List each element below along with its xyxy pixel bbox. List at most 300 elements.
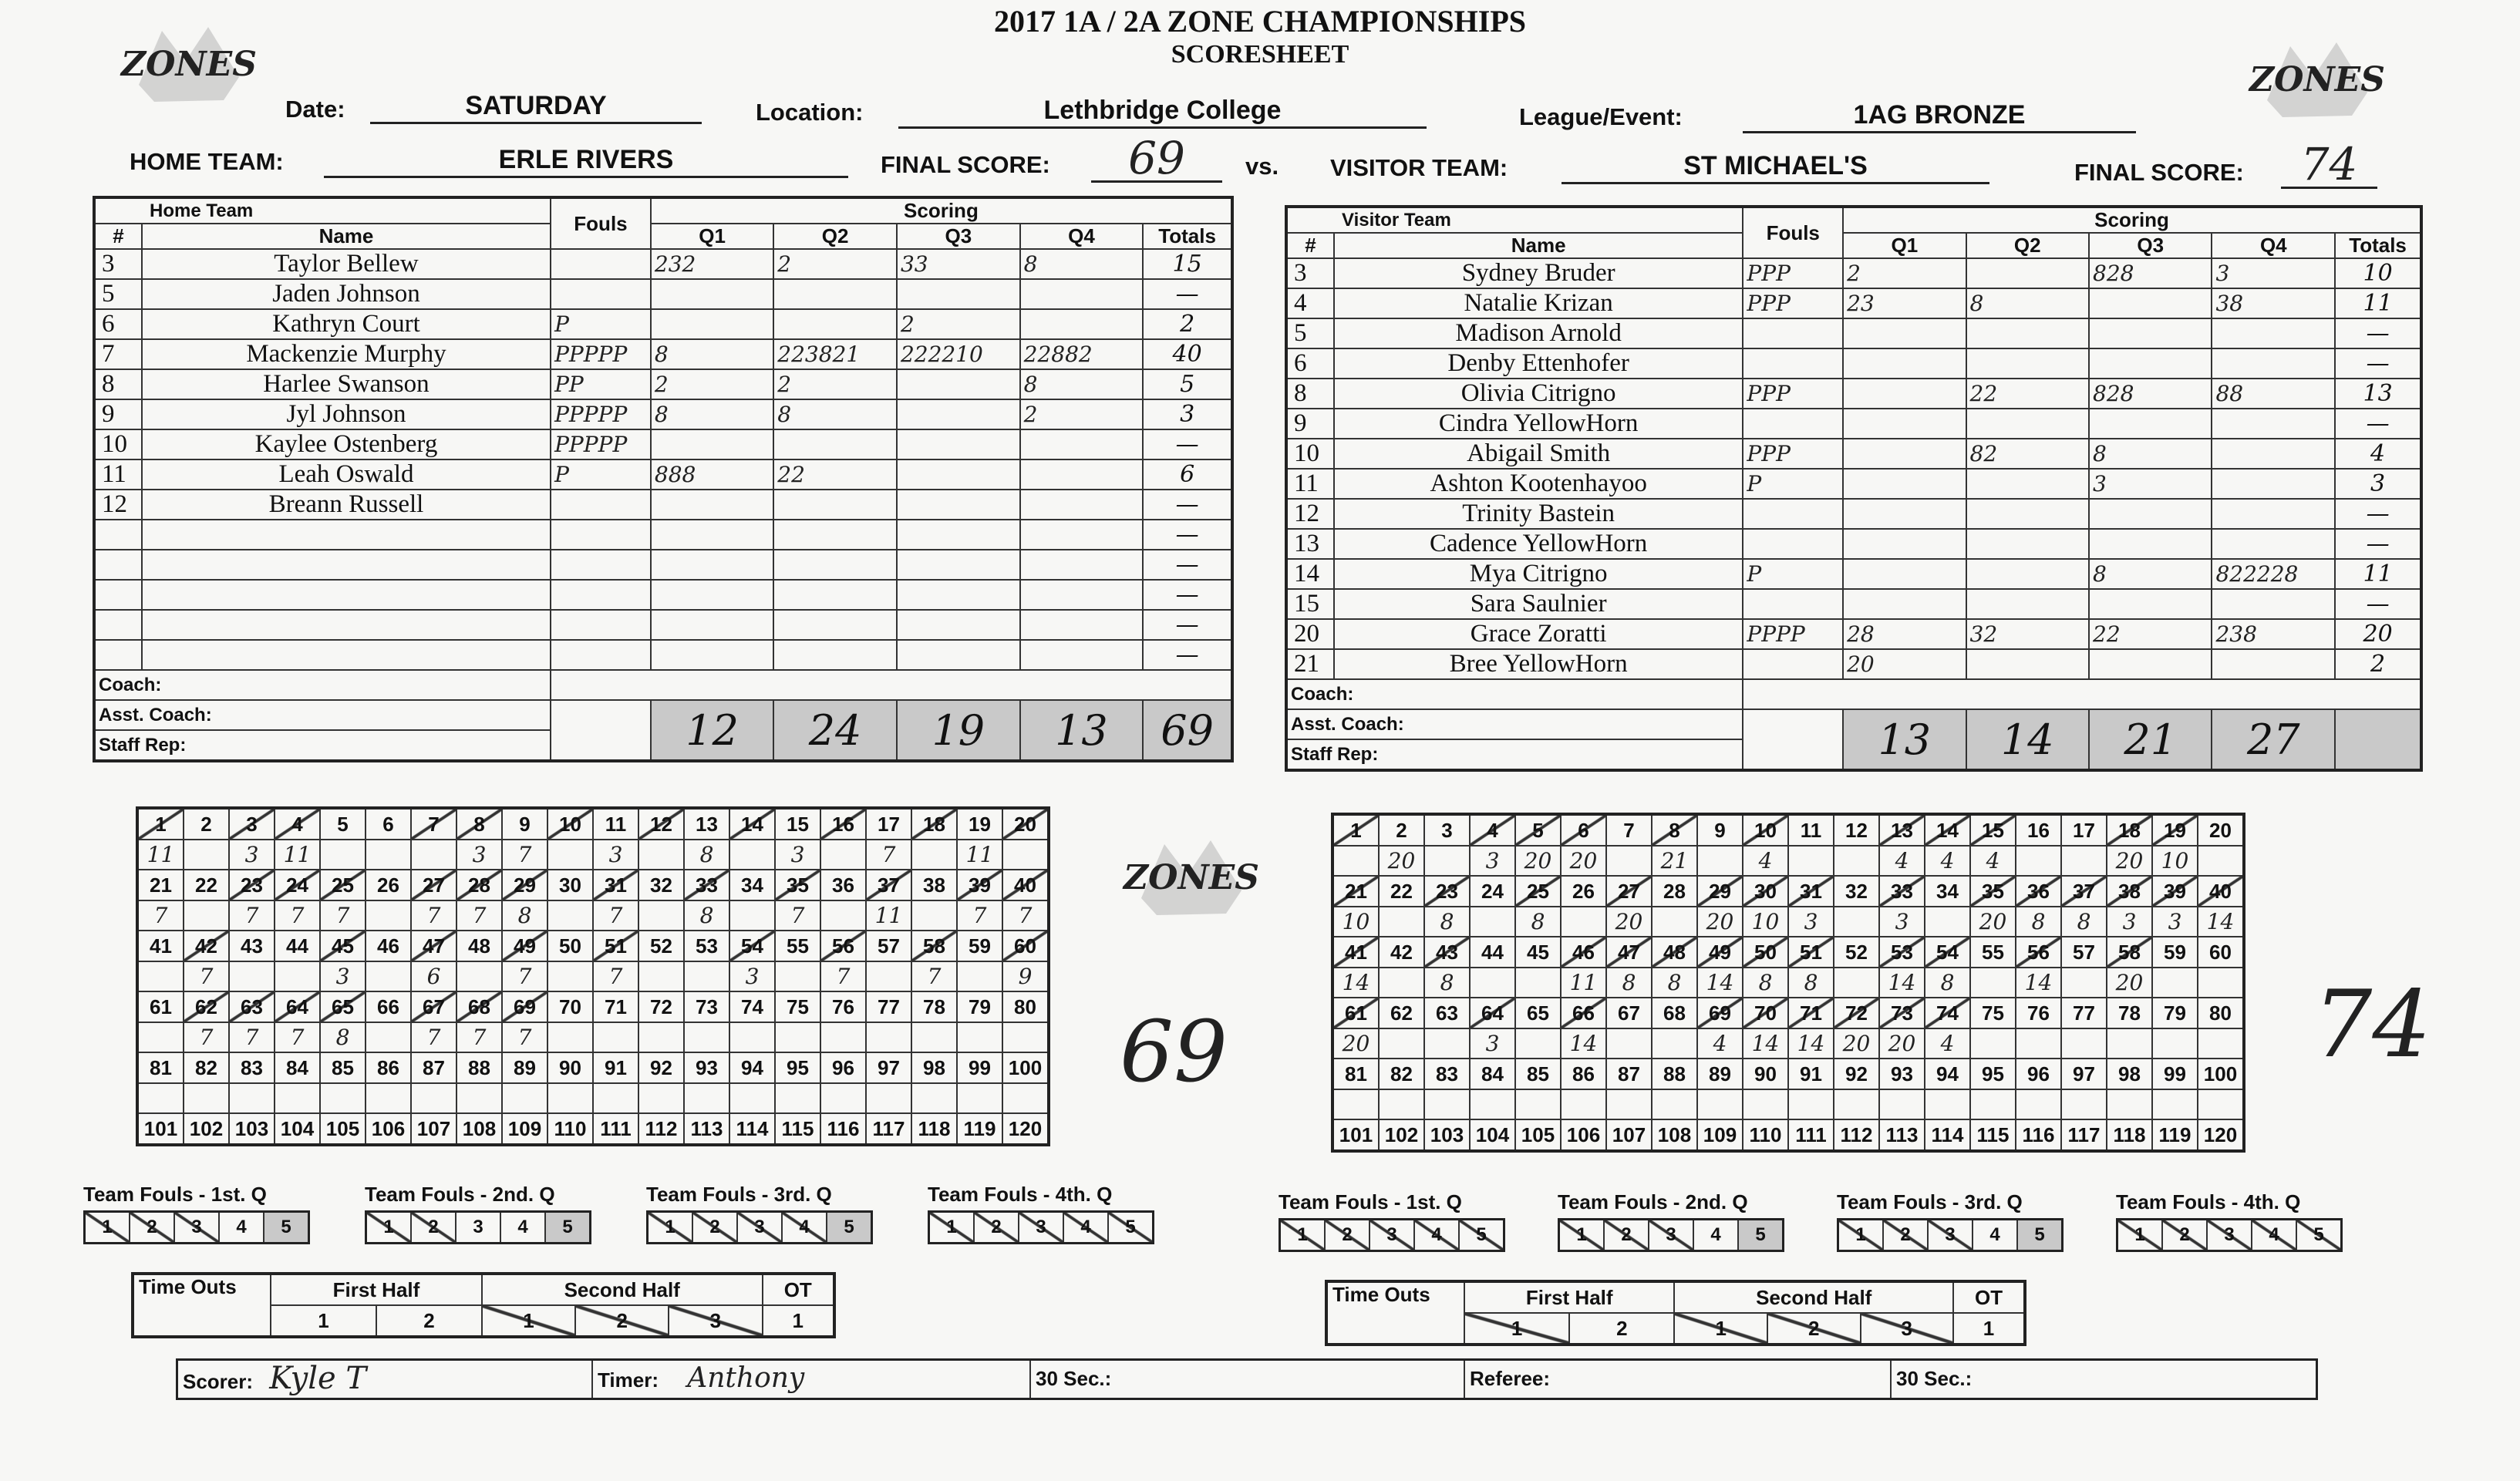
timeout-box-used[interactable]: 3 — [669, 1305, 762, 1337]
running-score-number[interactable]: 74 — [1925, 998, 1970, 1028]
player-q2[interactable] — [1966, 589, 2089, 619]
running-score-number[interactable]: 58 — [2107, 937, 2152, 968]
running-score-number[interactable]: 66 — [1561, 998, 1606, 1028]
running-score-number[interactable]: 14 — [729, 808, 775, 840]
player-q3[interactable] — [897, 459, 1020, 490]
running-score-jersey[interactable]: 8 — [1515, 907, 1561, 937]
player-q4[interactable]: 822228 — [2212, 559, 2335, 589]
running-score-number[interactable]: 54 — [1925, 937, 1970, 968]
player-total[interactable]: 2 — [2335, 649, 2421, 679]
player-q1[interactable]: 23 — [1843, 288, 1966, 318]
running-score-number[interactable]: 80 — [2198, 998, 2244, 1028]
team-foul-box[interactable]: 2 — [693, 1213, 738, 1242]
running-score-number[interactable]: 109 — [1697, 1119, 1743, 1151]
team-foul-box[interactable]: 3 — [1649, 1220, 1694, 1250]
player-q3[interactable] — [897, 550, 1020, 580]
running-score-jersey[interactable] — [502, 1083, 547, 1113]
running-score-number[interactable]: 56 — [820, 931, 866, 961]
running-score-jersey[interactable] — [1424, 1089, 1470, 1119]
running-score-number[interactable]: 113 — [1879, 1119, 1925, 1151]
running-score-jersey[interactable] — [638, 961, 684, 991]
team-foul-box[interactable]: 5 — [264, 1213, 308, 1242]
running-score-number[interactable]: 44 — [275, 931, 320, 961]
running-score-number[interactable]: 118 — [911, 1113, 957, 1145]
running-score-number[interactable]: 34 — [729, 870, 775, 900]
running-score-number[interactable]: 57 — [2061, 937, 2107, 968]
running-score-number[interactable]: 16 — [2016, 814, 2061, 846]
running-score-jersey[interactable] — [137, 961, 184, 991]
player-fouls[interactable]: P — [1743, 559, 1843, 589]
running-score-number[interactable]: 81 — [137, 1052, 184, 1083]
running-score-number[interactable]: 48 — [1652, 937, 1697, 968]
running-score-jersey[interactable] — [911, 1083, 957, 1113]
player-q1[interactable] — [651, 490, 773, 520]
player-total[interactable]: 2 — [1143, 309, 1232, 339]
running-score-jersey[interactable] — [638, 900, 684, 931]
running-score-jersey[interactable]: 8 — [1743, 968, 1788, 998]
player-q3[interactable]: 33 — [897, 249, 1020, 279]
running-score-jersey[interactable]: 20 — [1606, 907, 1652, 937]
running-score-jersey[interactable] — [366, 900, 411, 931]
running-score-number[interactable]: 77 — [2061, 998, 2107, 1028]
running-score-jersey[interactable] — [366, 961, 411, 991]
running-score-number[interactable]: 44 — [1470, 937, 1515, 968]
running-score-number[interactable]: 83 — [1424, 1059, 1470, 1089]
player-fouls[interactable] — [1743, 318, 1843, 348]
running-score-jersey[interactable]: 7 — [502, 961, 547, 991]
running-score-jersey[interactable] — [411, 1083, 456, 1113]
running-score-number[interactable]: 7 — [1606, 814, 1652, 846]
running-score-jersey[interactable]: 8 — [2016, 907, 2061, 937]
running-score-jersey[interactable] — [456, 1083, 502, 1113]
running-score-number[interactable]: 109 — [502, 1113, 547, 1145]
running-score-jersey[interactable] — [1879, 1089, 1925, 1119]
running-score-number[interactable]: 24 — [1470, 876, 1515, 907]
player-q2[interactable] — [1966, 348, 2089, 379]
running-score-number[interactable]: 60 — [1002, 931, 1049, 961]
running-score-number[interactable]: 27 — [411, 870, 456, 900]
player-q3[interactable]: 2 — [897, 309, 1020, 339]
running-score-number[interactable]: 52 — [1834, 937, 1879, 968]
team-foul-box[interactable]: 1 — [86, 1213, 130, 1242]
running-score-number[interactable]: 89 — [1697, 1059, 1743, 1089]
player-total[interactable]: 11 — [2335, 288, 2421, 318]
running-score-jersey[interactable] — [1379, 968, 1424, 998]
running-score-number[interactable]: 97 — [866, 1052, 911, 1083]
running-score-jersey[interactable]: 8 — [1424, 968, 1470, 998]
player-q4[interactable] — [2212, 589, 2335, 619]
player-q2[interactable]: 2 — [773, 369, 897, 399]
player-fouls[interactable]: P — [551, 459, 651, 490]
running-score-number[interactable]: 96 — [820, 1052, 866, 1083]
running-score-number[interactable]: 12 — [638, 808, 684, 840]
player-total[interactable]: — — [1143, 550, 1232, 580]
running-score-number[interactable]: 55 — [1970, 937, 2016, 968]
player-q4[interactable]: 238 — [2212, 619, 2335, 649]
player-fouls[interactable] — [551, 580, 651, 610]
running-score-jersey[interactable] — [1834, 968, 1879, 998]
player-q3[interactable] — [2089, 318, 2212, 348]
running-score-number[interactable]: 32 — [1834, 876, 1879, 907]
running-score-jersey[interactable] — [456, 961, 502, 991]
running-score-number[interactable]: 22 — [1379, 876, 1424, 907]
running-score-number[interactable]: 29 — [502, 870, 547, 900]
player-q3[interactable] — [2089, 409, 2212, 439]
player-q2[interactable] — [773, 520, 897, 550]
running-score-number[interactable]: 63 — [1424, 998, 1470, 1028]
player-q4[interactable] — [2212, 649, 2335, 679]
referee-cell[interactable] — [1465, 1361, 1892, 1398]
running-score-jersey[interactable] — [366, 1083, 411, 1113]
player-q2[interactable] — [1966, 559, 2089, 589]
running-score-number[interactable]: 108 — [1652, 1119, 1697, 1151]
running-score-jersey[interactable]: 11 — [1561, 968, 1606, 998]
player-total[interactable]: 40 — [1143, 339, 1232, 369]
timeout-box-used[interactable]: 1 — [1674, 1313, 1767, 1345]
running-score-jersey[interactable]: 7 — [456, 1022, 502, 1052]
running-score-jersey[interactable]: 9 — [1002, 961, 1049, 991]
running-score-jersey[interactable]: 14 — [1561, 1028, 1606, 1059]
player-total[interactable]: — — [1143, 580, 1232, 610]
team-foul-box[interactable]: 1 — [1281, 1220, 1326, 1250]
player-q1[interactable] — [651, 640, 773, 670]
running-score-jersey[interactable] — [1561, 1089, 1606, 1119]
running-score-number[interactable]: 107 — [411, 1113, 456, 1145]
player-fouls[interactable]: PPP — [1743, 258, 1843, 288]
running-score-number[interactable]: 116 — [2016, 1119, 2061, 1151]
running-score-number[interactable]: 82 — [1379, 1059, 1424, 1089]
running-score-number[interactable]: 117 — [866, 1113, 911, 1145]
running-score-number[interactable]: 17 — [866, 808, 911, 840]
running-score-number[interactable]: 30 — [547, 870, 593, 900]
player-fouls[interactable]: PPPP — [1743, 619, 1843, 649]
running-score-number[interactable]: 42 — [184, 931, 229, 961]
team-foul-box[interactable]: 5 — [827, 1213, 871, 1242]
running-score-number[interactable]: 62 — [1379, 998, 1424, 1028]
player-q1[interactable] — [651, 429, 773, 459]
player-q1[interactable] — [1843, 318, 1966, 348]
running-score-number[interactable]: 21 — [137, 870, 184, 900]
running-score-number[interactable]: 40 — [2198, 876, 2244, 907]
running-score-number[interactable]: 23 — [1424, 876, 1470, 907]
running-score-number[interactable]: 103 — [1424, 1119, 1470, 1151]
running-score-number[interactable]: 105 — [320, 1113, 366, 1145]
running-score-jersey[interactable]: 8 — [1606, 968, 1652, 998]
running-score-number[interactable]: 76 — [2016, 998, 2061, 1028]
team-foul-box[interactable]: 3 — [2208, 1220, 2252, 1250]
player-q4[interactable] — [2212, 348, 2335, 379]
team-foul-box[interactable]: 2 — [1605, 1220, 1649, 1250]
running-score-jersey[interactable] — [2107, 1028, 2152, 1059]
player-q2[interactable] — [773, 429, 897, 459]
running-score-jersey[interactable] — [2198, 1089, 2244, 1119]
running-score-jersey[interactable]: 4 — [1925, 846, 1970, 876]
running-score-number[interactable]: 84 — [275, 1052, 320, 1083]
running-score-number[interactable]: 41 — [137, 931, 184, 961]
running-score-number[interactable]: 92 — [638, 1052, 684, 1083]
running-score-jersey[interactable] — [547, 961, 593, 991]
running-score-number[interactable]: 1 — [137, 808, 184, 840]
team-foul-box[interactable]: 3 — [1370, 1220, 1415, 1250]
player-q1[interactable]: 2 — [1843, 258, 1966, 288]
player-q1[interactable] — [1843, 559, 1966, 589]
running-score-number[interactable]: 45 — [320, 931, 366, 961]
running-score-number[interactable]: 18 — [2107, 814, 2152, 846]
player-q1[interactable] — [1843, 529, 1966, 559]
timeout-box-used[interactable]: 1 — [482, 1305, 575, 1337]
running-score-number[interactable]: 33 — [684, 870, 729, 900]
running-score-number[interactable]: 54 — [729, 931, 775, 961]
running-score-number[interactable]: 59 — [957, 931, 1002, 961]
running-score-number[interactable]: 90 — [547, 1052, 593, 1083]
running-score-jersey[interactable] — [1424, 1028, 1470, 1059]
running-score-jersey[interactable] — [820, 1022, 866, 1052]
running-score-jersey[interactable] — [638, 1022, 684, 1052]
player-total[interactable]: 5 — [1143, 369, 1232, 399]
running-score-jersey[interactable] — [638, 840, 684, 870]
team-foul-box[interactable]: 2 — [2163, 1220, 2208, 1250]
running-score-jersey[interactable]: 20 — [1834, 1028, 1879, 1059]
player-q4[interactable]: 3 — [2212, 258, 2335, 288]
running-score-number[interactable]: 91 — [593, 1052, 638, 1083]
running-score-jersey[interactable]: 7 — [456, 900, 502, 931]
league-field[interactable]: 1AG BRONZE — [1743, 99, 2136, 133]
player-q2[interactable]: 8 — [1966, 288, 2089, 318]
player-total[interactable]: 20 — [2335, 619, 2421, 649]
player-total[interactable]: — — [1143, 610, 1232, 640]
player-q2[interactable] — [773, 580, 897, 610]
running-score-number[interactable]: 3 — [229, 808, 275, 840]
running-score-jersey[interactable] — [275, 1083, 320, 1113]
running-score-number[interactable]: 99 — [2152, 1059, 2198, 1089]
player-fouls[interactable] — [551, 249, 651, 279]
running-score-number[interactable]: 111 — [1788, 1119, 1834, 1151]
running-score-jersey[interactable] — [547, 1083, 593, 1113]
running-score-jersey[interactable]: 14 — [1697, 968, 1743, 998]
team-foul-box[interactable]: 4 — [2252, 1220, 2297, 1250]
running-score-number[interactable]: 52 — [638, 931, 684, 961]
player-q2[interactable] — [1966, 318, 2089, 348]
player-q4[interactable] — [2212, 499, 2335, 529]
player-fouls[interactable] — [1743, 348, 1843, 379]
running-score-jersey[interactable] — [957, 961, 1002, 991]
running-score-number[interactable]: 110 — [1743, 1119, 1788, 1151]
running-score-number[interactable]: 85 — [320, 1052, 366, 1083]
player-q4[interactable]: 88 — [2212, 379, 2335, 409]
running-score-jersey[interactable]: 7 — [820, 961, 866, 991]
running-score-number[interactable]: 43 — [1424, 937, 1470, 968]
running-score-number[interactable]: 59 — [2152, 937, 2198, 968]
running-score-number[interactable]: 102 — [1379, 1119, 1424, 1151]
running-score-jersey[interactable]: 7 — [184, 961, 229, 991]
running-score-number[interactable]: 27 — [1606, 876, 1652, 907]
timeout-box[interactable]: 1 — [271, 1305, 376, 1337]
team-foul-box[interactable]: 1 — [1839, 1220, 1884, 1250]
running-score-number[interactable]: 103 — [229, 1113, 275, 1145]
running-score-jersey[interactable]: 8 — [502, 900, 547, 931]
running-score-number[interactable]: 38 — [911, 870, 957, 900]
running-score-number[interactable]: 99 — [957, 1052, 1002, 1083]
running-score-jersey[interactable]: 3 — [456, 840, 502, 870]
player-total[interactable]: 4 — [2335, 439, 2421, 469]
running-score-number[interactable]: 101 — [137, 1113, 184, 1145]
running-score-number[interactable]: 107 — [1606, 1119, 1652, 1151]
team-foul-box[interactable]: 3 — [1929, 1220, 1973, 1250]
running-score-jersey[interactable] — [957, 1083, 1002, 1113]
running-score-number[interactable]: 80 — [1002, 991, 1049, 1022]
running-score-jersey[interactable] — [2152, 968, 2198, 998]
running-score-number[interactable]: 34 — [1925, 876, 1970, 907]
running-score-number[interactable]: 79 — [957, 991, 1002, 1022]
player-q3[interactable]: 828 — [2089, 379, 2212, 409]
player-q3[interactable] — [897, 610, 1020, 640]
running-score-number[interactable]: 10 — [1743, 814, 1788, 846]
team-foul-box[interactable]: 4 — [1415, 1220, 1460, 1250]
player-fouls[interactable] — [1743, 499, 1843, 529]
running-score-number[interactable]: 115 — [1970, 1119, 2016, 1151]
running-score-number[interactable]: 11 — [593, 808, 638, 840]
running-score-number[interactable]: 71 — [593, 991, 638, 1022]
player-q4[interactable] — [1020, 279, 1144, 309]
player-q2[interactable]: 22 — [1966, 379, 2089, 409]
running-score-jersey[interactable] — [729, 900, 775, 931]
running-score-number[interactable]: 13 — [1879, 814, 1925, 846]
running-score-jersey[interactable] — [320, 1083, 366, 1113]
running-score-number[interactable]: 49 — [1697, 937, 1743, 968]
running-score-number[interactable]: 29 — [1697, 876, 1743, 907]
running-score-number[interactable]: 55 — [775, 931, 820, 961]
running-score-jersey[interactable]: 7 — [1002, 900, 1049, 931]
running-score-jersey[interactable]: 8 — [1424, 907, 1470, 937]
team-foul-box[interactable]: 2 — [1884, 1220, 1929, 1250]
running-score-number[interactable]: 72 — [1834, 998, 1879, 1028]
running-score-jersey[interactable] — [684, 1022, 729, 1052]
player-total[interactable]: — — [2335, 318, 2421, 348]
running-score-jersey[interactable] — [2152, 1089, 2198, 1119]
player-q3[interactable]: 8 — [2089, 439, 2212, 469]
player-q1[interactable] — [651, 279, 773, 309]
player-fouls[interactable] — [1743, 649, 1843, 679]
running-score-number[interactable]: 97 — [2061, 1059, 2107, 1089]
running-score-number[interactable]: 24 — [275, 870, 320, 900]
running-score-jersey[interactable]: 7 — [593, 900, 638, 931]
date-field[interactable]: SATURDAY — [370, 89, 702, 124]
running-score-jersey[interactable]: 3 — [1470, 846, 1515, 876]
running-score-jersey[interactable] — [366, 1022, 411, 1052]
running-score-jersey[interactable] — [1834, 846, 1879, 876]
running-score-jersey[interactable] — [1970, 1089, 2016, 1119]
running-score-number[interactable]: 50 — [1743, 937, 1788, 968]
running-score-number[interactable]: 66 — [366, 991, 411, 1022]
team-foul-box[interactable]: 5 — [1460, 1220, 1503, 1250]
running-score-jersey[interactable]: 7 — [275, 1022, 320, 1052]
running-score-jersey[interactable] — [1515, 1028, 1561, 1059]
player-fouls[interactable]: PP — [551, 369, 651, 399]
running-score-number[interactable]: 70 — [1743, 998, 1788, 1028]
running-score-jersey[interactable] — [866, 1022, 911, 1052]
player-q3[interactable]: 222210 — [897, 339, 1020, 369]
running-score-jersey[interactable]: 20 — [1970, 907, 2016, 937]
running-score-number[interactable]: 104 — [275, 1113, 320, 1145]
running-score-number[interactable]: 78 — [2107, 998, 2152, 1028]
running-score-number[interactable]: 26 — [366, 870, 411, 900]
player-q4[interactable] — [2212, 529, 2335, 559]
running-score-number[interactable]: 42 — [1379, 937, 1424, 968]
running-score-number[interactable]: 104 — [1470, 1119, 1515, 1151]
running-score-jersey[interactable]: 3 — [1470, 1028, 1515, 1059]
running-score-jersey[interactable] — [547, 840, 593, 870]
player-q1[interactable]: 232 — [651, 249, 773, 279]
player-total[interactable]: 3 — [1143, 399, 1232, 429]
running-score-jersey[interactable]: 14 — [1879, 968, 1925, 998]
running-score-jersey[interactable]: 8 — [1788, 968, 1834, 998]
team-foul-box[interactable]: 4 — [1973, 1220, 2018, 1250]
running-score-number[interactable]: 111 — [593, 1113, 638, 1145]
running-score-number[interactable]: 112 — [1834, 1119, 1879, 1151]
running-score-number[interactable]: 96 — [2016, 1059, 2061, 1089]
player-q2[interactable] — [773, 550, 897, 580]
running-score-jersey[interactable] — [1970, 1028, 2016, 1059]
team-foul-box[interactable]: 4 — [1694, 1220, 1739, 1250]
home-team-field[interactable]: ERLE RIVERS — [324, 143, 848, 178]
running-score-jersey[interactable]: 3 — [775, 840, 820, 870]
running-score-number[interactable]: 35 — [775, 870, 820, 900]
player-total[interactable]: 15 — [1143, 249, 1232, 279]
team-foul-box[interactable]: 4 — [1064, 1213, 1109, 1242]
running-score-jersey[interactable] — [775, 961, 820, 991]
running-score-number[interactable]: 41 — [1332, 937, 1379, 968]
player-q4[interactable] — [2212, 469, 2335, 499]
running-score-number[interactable]: 100 — [2198, 1059, 2244, 1089]
running-score-jersey[interactable]: 3 — [1879, 907, 1925, 937]
player-total[interactable]: — — [1143, 520, 1232, 550]
player-q2[interactable]: 223821 — [773, 339, 897, 369]
player-q3[interactable]: 828 — [2089, 258, 2212, 288]
player-q4[interactable] — [1020, 640, 1144, 670]
player-q3[interactable] — [2089, 589, 2212, 619]
running-score-number[interactable]: 119 — [957, 1113, 1002, 1145]
running-score-jersey[interactable] — [137, 1022, 184, 1052]
running-score-number[interactable]: 38 — [2107, 876, 2152, 907]
running-score-jersey[interactable]: 21 — [1652, 846, 1697, 876]
running-score-number[interactable]: 76 — [820, 991, 866, 1022]
player-total[interactable]: — — [1143, 279, 1232, 309]
player-q4[interactable] — [1020, 610, 1144, 640]
player-q1[interactable] — [651, 610, 773, 640]
running-score-jersey[interactable]: 7 — [866, 840, 911, 870]
player-q1[interactable]: 28 — [1843, 619, 1966, 649]
running-score-jersey[interactable] — [1697, 1089, 1743, 1119]
running-score-number[interactable]: 53 — [1879, 937, 1925, 968]
running-score-jersey[interactable]: 7 — [502, 840, 547, 870]
player-q2[interactable] — [773, 610, 897, 640]
running-score-number[interactable]: 45 — [1515, 937, 1561, 968]
running-score-jersey[interactable]: 7 — [137, 900, 184, 931]
player-total[interactable]: — — [2335, 409, 2421, 439]
running-score-number[interactable]: 56 — [2016, 937, 2061, 968]
running-score-jersey[interactable]: 8 — [2061, 907, 2107, 937]
player-fouls[interactable] — [1743, 529, 1843, 559]
player-q2[interactable] — [773, 309, 897, 339]
running-score-number[interactable]: 112 — [638, 1113, 684, 1145]
player-fouls[interactable] — [551, 610, 651, 640]
running-score-jersey[interactable] — [1697, 846, 1743, 876]
running-score-jersey[interactable]: 10 — [2152, 846, 2198, 876]
player-q2[interactable] — [1966, 469, 2089, 499]
running-score-jersey[interactable]: 3 — [1788, 907, 1834, 937]
running-score-jersey[interactable] — [2107, 1089, 2152, 1119]
player-q4[interactable] — [2212, 318, 2335, 348]
